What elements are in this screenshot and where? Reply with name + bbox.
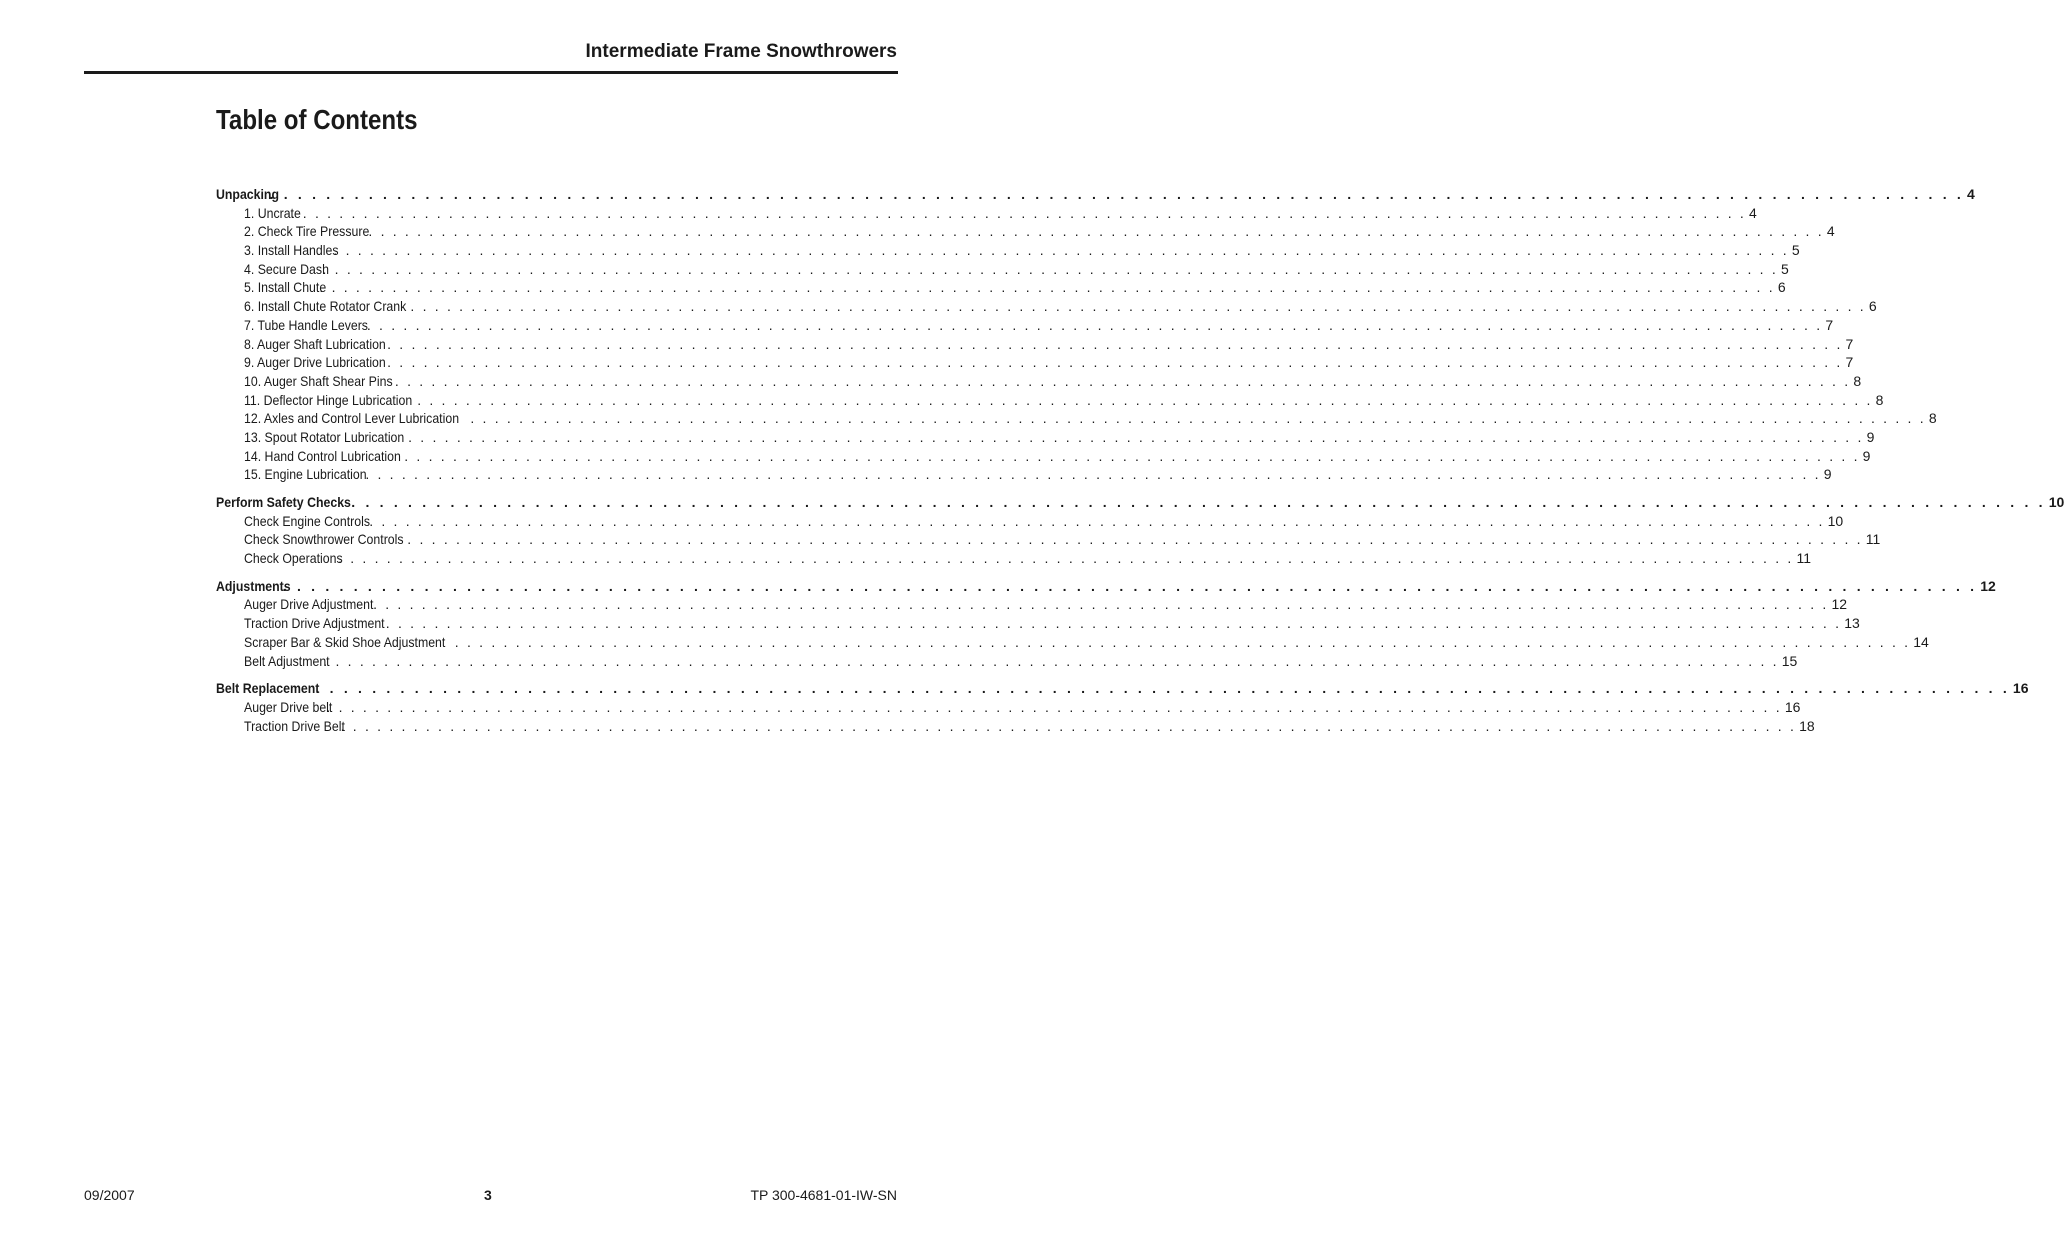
- toc-entry-label: 7. Tube Handle Levers: [244, 316, 368, 333]
- toc-entry-page: 18: [1799, 717, 1815, 734]
- toc-entry-page: 4: [1749, 204, 1757, 221]
- dot-leader: . . . . . . . . . . . . . . . . . . . . . . . . . . . . . . . . . . . . . . . . . . . . . . . . . . . . . . . . . . . . . . . . . . . . . . . . . . . . . . . . . . . . . . . . . . . . . . . . . . . . . . . . . . . . . . . . . . . . . . . .: [315, 680, 2010, 697]
- toc-entry-label: 1. Uncrate: [244, 204, 301, 221]
- toc-entry-label: 14. Hand Control Lubrication: [244, 447, 401, 464]
- toc-entry-page: 5: [1780, 260, 1789, 277]
- toc-section: [216, 185, 1975, 484]
- toc-entry-label: Belt Replacement: [216, 680, 320, 697]
- toc-entry-label: Check Snowthrower Controls: [244, 531, 404, 548]
- toc-entry-label: 8. Auger Shaft Lubrication: [244, 335, 386, 352]
- toc-entry-page: 8: [1853, 372, 1862, 389]
- toc-entry-page: 6: [1868, 298, 1877, 315]
- header-divider: [84, 71, 898, 74]
- toc-entry-label: 3. Install Handles: [244, 242, 339, 259]
- toc-entry[interactable]: [216, 633, 1929, 652]
- toc-entry[interactable]: [216, 549, 1812, 568]
- toc-section-heading[interactable]: [216, 493, 2064, 512]
- toc-entry[interactable]: [216, 595, 1848, 614]
- toc-entry-page: 7: [1845, 335, 1854, 352]
- toc-entry-label: 6. Install Chute Rotator Crank: [244, 298, 407, 315]
- dot-leader: . . . . . . . . . . . . . . . . . . . . . . . . . . . . . . . . . . . . . . . . . . . . . . . . . . . . . . . . . . . . . . . . . . . . . . . . . . . . . . . . . . . . . . . . . . . . . . . . . . . . . . . . . . . . . . . . . . . . . . . .: [387, 354, 1843, 371]
- dot-leader: . . . . . . . . . . . . . . . . . . . . . . . . . . . . . . . . . . . . . . . . . . . . . . . . . . . . . . . . . . . . . . . . . . . . . . . . . . . . . . . . . . . . . . . . . . . . . . . . . . . . . . . . . . . . . . . . . . . . . . . .: [408, 428, 1864, 445]
- toc-entry-page: 4: [1826, 223, 1835, 240]
- toc-entry-page: 5: [1791, 242, 1800, 259]
- toc-entry[interactable]: [216, 372, 1862, 391]
- toc-entry[interactable]: [216, 353, 1854, 372]
- toc-entry[interactable]: [216, 241, 1800, 260]
- toc-entry[interactable]: [216, 512, 1844, 531]
- toc-entry-page: 6: [1777, 279, 1786, 296]
- footer-page-number: 3: [484, 1187, 492, 1203]
- dot-leader: . . . . . . . . . . . . . . . . . . . . . . . . . . . . . . . . . . . . . . . . . . . . . . . . . . . . . . . . . . . . . . . . . . . . . . . . . . . . . . . . . . . . . . . . . . . . . . . . . . . . . . . . . . . . . . . . . . . . . . . .: [369, 512, 1825, 529]
- toc-entry-label: 13. Spout Rotator Lubrication: [244, 428, 405, 445]
- dot-leader: . . . . . . . . . . . . . . . . . . . . . . . . . . . . . . . . . . . . . . . . . . . . . . . . . . . . . . . . . . . . . . . . . . . . . . . . . . . . . . . . . . . . . . . . . . . . . . . . . . . . . . . . . . . . . . . . . . . . . . . .: [470, 410, 1926, 427]
- toc-entry-label: Traction Drive Belt: [244, 717, 345, 734]
- toc-entry[interactable]: [216, 297, 1877, 316]
- toc-entry-page: 10: [2048, 494, 2064, 510]
- toc-entry-page: 16: [1784, 698, 1801, 715]
- toc-entry-label: Auger Drive belt: [244, 698, 333, 715]
- page-title: Table of Contents: [216, 104, 418, 135]
- toc-entry-page: 11: [1796, 550, 1812, 567]
- toc-entry-page: 12: [1980, 577, 1996, 594]
- dot-leader: . . . . . . . . . . . . . . . . . . . . . . . . . . . . . . . . . . . . . . . . . . . . . . . . . . . . . . . . . . . . . . . . . . . . . . . . . . . . . . . . . . . . . . . . . . . . . . . . . . . . . . . . . . . . . . . . . . . . . . . .: [282, 577, 1978, 594]
- toc-section-heading[interactable]: [216, 185, 1975, 204]
- dot-leader: . . . . . . . . . . . . . . . . . . . . . . . . . . . . . . . . . . . . . . . . . . . . . . . . . . . . . . . . . . . . . . . . . . . . . . . . . . . . . . . . . . . . . . . . . . . . . . . . . . . . . . . . . . . . . . . . . . . . . . . .: [373, 596, 1829, 613]
- toc-entry-page: 14: [1913, 633, 1929, 650]
- toc-section-heading[interactable]: [216, 577, 1996, 596]
- toc-entry-page: 16: [2012, 680, 2029, 697]
- toc-entry-label: 15. Engine Lubrication: [244, 466, 367, 483]
- dot-leader: . . . . . . . . . . . . . . . . . . . . . . . . . . . . . . . . . . . . . . . . . . . . . . . . . . . . . . . . . . . . . . . . . . . . . . . . . . . . . . . . . . . . . . . . . . . . . . . . . . . . . . . . . . . . . . . . . . . . . . . .: [322, 260, 1778, 277]
- toc-entry-label: 12. Axles and Control Lever Lubrication: [244, 410, 460, 427]
- toc-entry[interactable]: [216, 652, 1798, 671]
- toc-entry-label: 4. Secure Dash: [244, 260, 329, 277]
- header-title: Intermediate Frame Snowthrowers: [585, 41, 897, 62]
- toc-section: [216, 493, 2064, 568]
- toc-entry[interactable]: [216, 530, 1881, 549]
- toc-entry-page: 8: [1875, 391, 1884, 408]
- toc-entry-label: Unpacking: [216, 186, 279, 202]
- dot-leader: . . . . . . . . . . . . . . . . . . . . . . . . . . . . . . . . . . . . . . . . . . . . . . . . . . . . . . . . . . . . . . . . . . . . . . . . . . . . . . . . . . . . . . . . . . . . . . . . . . . . . . . . . . . . . . . . . . . . . . . .: [404, 447, 1860, 464]
- dot-leader: . . . . . . . . . . . . . . . . . . . . . . . . . . . . . . . . . . . . . . . . . . . . . . . . . . . . . . . . . . . . . . . . . . . . . . . . . . . . . . . . . . . . . . . . . . . . . . . . . . . . . . . . . . . . . . . . . . . . . . . .: [269, 186, 1965, 202]
- toc-entry[interactable]: [216, 717, 1815, 736]
- dot-leader: . . . . . . . . . . . . . . . . . . . . . . . . . . . . . . . . . . . . . . . . . . . . . . . . . . . . . . . . . . . . . . . . . . . . . . . . . . . . . . . . . . . . . . . . . . . . . . . . . . . . . . . . . . . . . . . . . . . . . . . .: [394, 372, 1851, 389]
- toc-entry-label: 11. Deflector Hinge Lubrication: [244, 391, 413, 408]
- dot-leader: . . . . . . . . . . . . . . . . . . . . . . . . . . . . . . . . . . . . . . . . . . . . . . . . . . . . . . . . . . . . . . . . . . . . . . . . . . . . . . . . . . . . . . . . . . . . . . . . . . . . . . . . . . . . . . . . . . . . . . . .: [385, 615, 1842, 632]
- toc-entry-page: 12: [1831, 596, 1848, 613]
- toc-entry[interactable]: [216, 335, 1854, 354]
- dot-leader: . . . . . . . . . . . . . . . . . . . . . . . . . . . . . . . . . . . . . . . . . . . . . . . . . . . . . . . . . . . . . . . . . . . . . . . . . . . . . . . . . . . . . . . . . . . . . . . . . . . . . . . . . . . . . . . . . . . . . . . .: [417, 391, 1873, 408]
- toc-entry-label: Traction Drive Adjustment: [244, 615, 385, 632]
- toc-entry[interactable]: [216, 391, 1884, 410]
- dot-leader: . . . . . . . . . . . . . . . . . . . . . . . . . . . . . . . . . . . . . . . . . . . . . . . . . . . . . . . . . . . . . . . . . . . . . . . . . . . . . . . . . . . . . . . . . . . . . . . . . . . . . . . . . . . . . . . . . . . . . . . .: [368, 223, 1824, 240]
- toc-entry-label: Check Operations: [244, 550, 343, 567]
- dot-leader: . . . . . . . . . . . . . . . . . . . . . . . . . . . . . . . . . . . . . . . . . . . . . . . . . . . . . . . . . . . . . . . . . . . . . . . . . . . . . . . . . . . . . . . . . . . . . . . . . . . . . . . . . . . . . . . . . . . . . . . .: [387, 335, 1843, 352]
- dot-leader: . . . . . . . . . . . . . . . . . . . . . . . . . . . . . . . . . . . . . . . . . . . . . . . . . . . . . . . . . . . . . . . . . . . . . . . . . . . . . . . . . . . . . . . . . . . . . . . . . . . . . . . . . . . . . . . . . . . . . . . .: [340, 717, 1797, 734]
- toc-entry-page: 11: [1865, 531, 1881, 548]
- dot-leader: . . . . . . . . . . . . . . . . . . . . . . . . . . . . . . . . . . . . . . . . . . . . . . . . . . . . . . . . . . . . . . . . . . . . . . . . . . . . . . . . . . . . . . . . . . . . . . . . . . . . . . . . . . . . . . . . . . . . . . . .: [366, 316, 1823, 333]
- dot-leader: . . . . . . . . . . . . . . . . . . . . . . . . . . . . . . . . . . . . . . . . . . . . . . . . . . . . . . . . . . . . . . . . . . . . . . . . . . . . . . . . . . . . . . . . . . . . . . . . . . . . . . . . . . . . . . . . . . . . . . . .: [323, 652, 1779, 669]
- dot-leader: . . . . . . . . . . . . . . . . . . . . . . . . . . . . . . . . . . . . . . . . . . . . . . . . . . . . . . . . . . . . . . . . . . . . . . . . . . . . . . . . . . . . . . . . . . . . . . . . . . . . . . . . . . . . . . . . . . . . . . . .: [290, 204, 1747, 221]
- toc-entry-label: Belt Adjustment: [244, 652, 330, 669]
- table-of-contents: [216, 185, 2064, 744]
- dot-leader: . . . . . . . . . . . . . . . . . . . . . . . . . . . . . . . . . . . . . . . . . . . . . . . . . . . . . . . . . . . . . . . . . . . . . . . . . . . . . . . . . . . . . . . . . . . . . . . . . . . . . . . . . . . . . . . . . . . . . . . .: [407, 531, 1863, 548]
- toc-section: [216, 679, 2029, 735]
- dot-leader: . . . . . . . . . . . . . . . . . . . . . . . . . . . . . . . . . . . . . . . . . . . . . . . . . . . . . . . . . . . . . . . . . . . . . . . . . . . . . . . . . . . . . . . . . . . . . . . . . . . . . . . . . . . . . . . . . . . . . . . .: [333, 242, 1789, 259]
- toc-entry[interactable]: [216, 222, 1835, 241]
- toc-entry-page: 9: [1866, 428, 1875, 445]
- toc-entry-label: Auger Drive Adjustment: [244, 596, 374, 613]
- toc-entry-page: 10: [1827, 512, 1844, 529]
- dot-leader: . . . . . . . . . . . . . . . . . . . . . . . . . . . . . . . . . . . . . . . . . . . . . . . . . . . . . . . . . . . . . . . . . . . . . . . . . . . . . . . . . . . . . . . . . . . . . . . . . . . . . . . . . . . . . . . . . . . . . . . .: [338, 550, 1794, 567]
- toc-entry[interactable]: [216, 204, 1757, 223]
- dot-leader: . . . . . . . . . . . . . . . . . . . . . . . . . . . . . . . . . . . . . . . . . . . . . . . . . . . . . . . . . . . . . . . . . . . . . . . . . . . . . . . . . . . . . . . . . . . . . . . . . . . . . . . . . . . . . . . . . . . . . . . .: [326, 698, 1782, 715]
- toc-entry[interactable]: [216, 409, 1937, 428]
- toc-entry[interactable]: [216, 698, 1801, 717]
- footer-doc-number: TP 300-4681-01-IW-SN: [750, 1187, 897, 1203]
- toc-entry[interactable]: [216, 260, 1789, 279]
- toc-entry-label: Adjustments: [216, 577, 291, 594]
- dot-leader: . . . . . . . . . . . . . . . . . . . . . . . . . . . . . . . . . . . . . . . . . . . . . . . . . . . . . . . . . . . . . . . . . . . . . . . . . . . . . . . . . . . . . . . . . . . . . . . . . . . . . . . . . . . . . . . . . . . . . . . .: [319, 279, 1775, 296]
- toc-entry[interactable]: [216, 428, 1875, 447]
- toc-entry-page: 8: [1928, 410, 1937, 427]
- toc-entry-label: 2. Check Tire Pressure: [244, 223, 370, 240]
- toc-entry-page: 15: [1781, 652, 1798, 669]
- toc-entry-page: 4: [1967, 186, 1975, 202]
- toc-entry[interactable]: [216, 316, 1834, 335]
- toc-entry-page: 7: [1825, 316, 1834, 333]
- dot-leader: . . . . . . . . . . . . . . . . . . . . . . . . . . . . . . . . . . . . . . . . . . . . . . . . . . . . . . . . . . . . . . . . . . . . . . . . . . . . . . . . . . . . . . . . . . . . . . . . . . . . . . . . . . . . . . . . . . . . . . . .: [454, 633, 1911, 650]
- toc-section: [216, 577, 1996, 670]
- toc-entry-label: Perform Safety Checks: [216, 494, 351, 510]
- toc-entry-page: 9: [1823, 466, 1832, 483]
- toc-entry-label: Scraper Bar & Skid Shoe Adjustment: [244, 633, 446, 650]
- toc-entry-page: 7: [1845, 354, 1854, 371]
- toc-entry[interactable]: [216, 278, 1786, 297]
- toc-entry[interactable]: [216, 447, 1871, 466]
- toc-entry[interactable]: [216, 465, 1832, 484]
- toc-entry-label: 5. Install Chute: [244, 279, 327, 296]
- toc-entry[interactable]: [216, 614, 1860, 633]
- toc-entry-label: 9. Auger Drive Lubrication: [244, 354, 386, 371]
- dot-leader: . . . . . . . . . . . . . . . . . . . . . . . . . . . . . . . . . . . . . . . . . . . . . . . . . . . . . . . . . . . . . . . . . . . . . . . . . . . . . . . . . . . . . . . . . . . . . . . . . . . . . . . . . . . . . . . . . . . . . . . .: [351, 494, 2046, 510]
- toc-entry-label: Check Engine Controls: [244, 512, 371, 529]
- toc-entry-label: 10. Auger Shaft Shear Pins: [244, 372, 393, 389]
- toc-entry-page: 13: [1844, 615, 1860, 632]
- toc-section-heading[interactable]: [216, 679, 2029, 698]
- toc-entry-page: 9: [1862, 447, 1871, 464]
- dot-leader: . . . . . . . . . . . . . . . . . . . . . . . . . . . . . . . . . . . . . . . . . . . . . . . . . . . . . . . . . . . . . . . . . . . . . . . . . . . . . . . . . . . . . . . . . . . . . . . . . . . . . . . . . . . . . . . . . . . . . . . .: [410, 298, 1866, 315]
- footer-date: 09/2007: [84, 1187, 135, 1203]
- dot-leader: . . . . . . . . . . . . . . . . . . . . . . . . . . . . . . . . . . . . . . . . . . . . . . . . . . . . . . . . . . . . . . . . . . . . . . . . . . . . . . . . . . . . . . . . . . . . . . . . . . . . . . . . . . . . . . . . . . . . . . . .: [365, 466, 1821, 483]
